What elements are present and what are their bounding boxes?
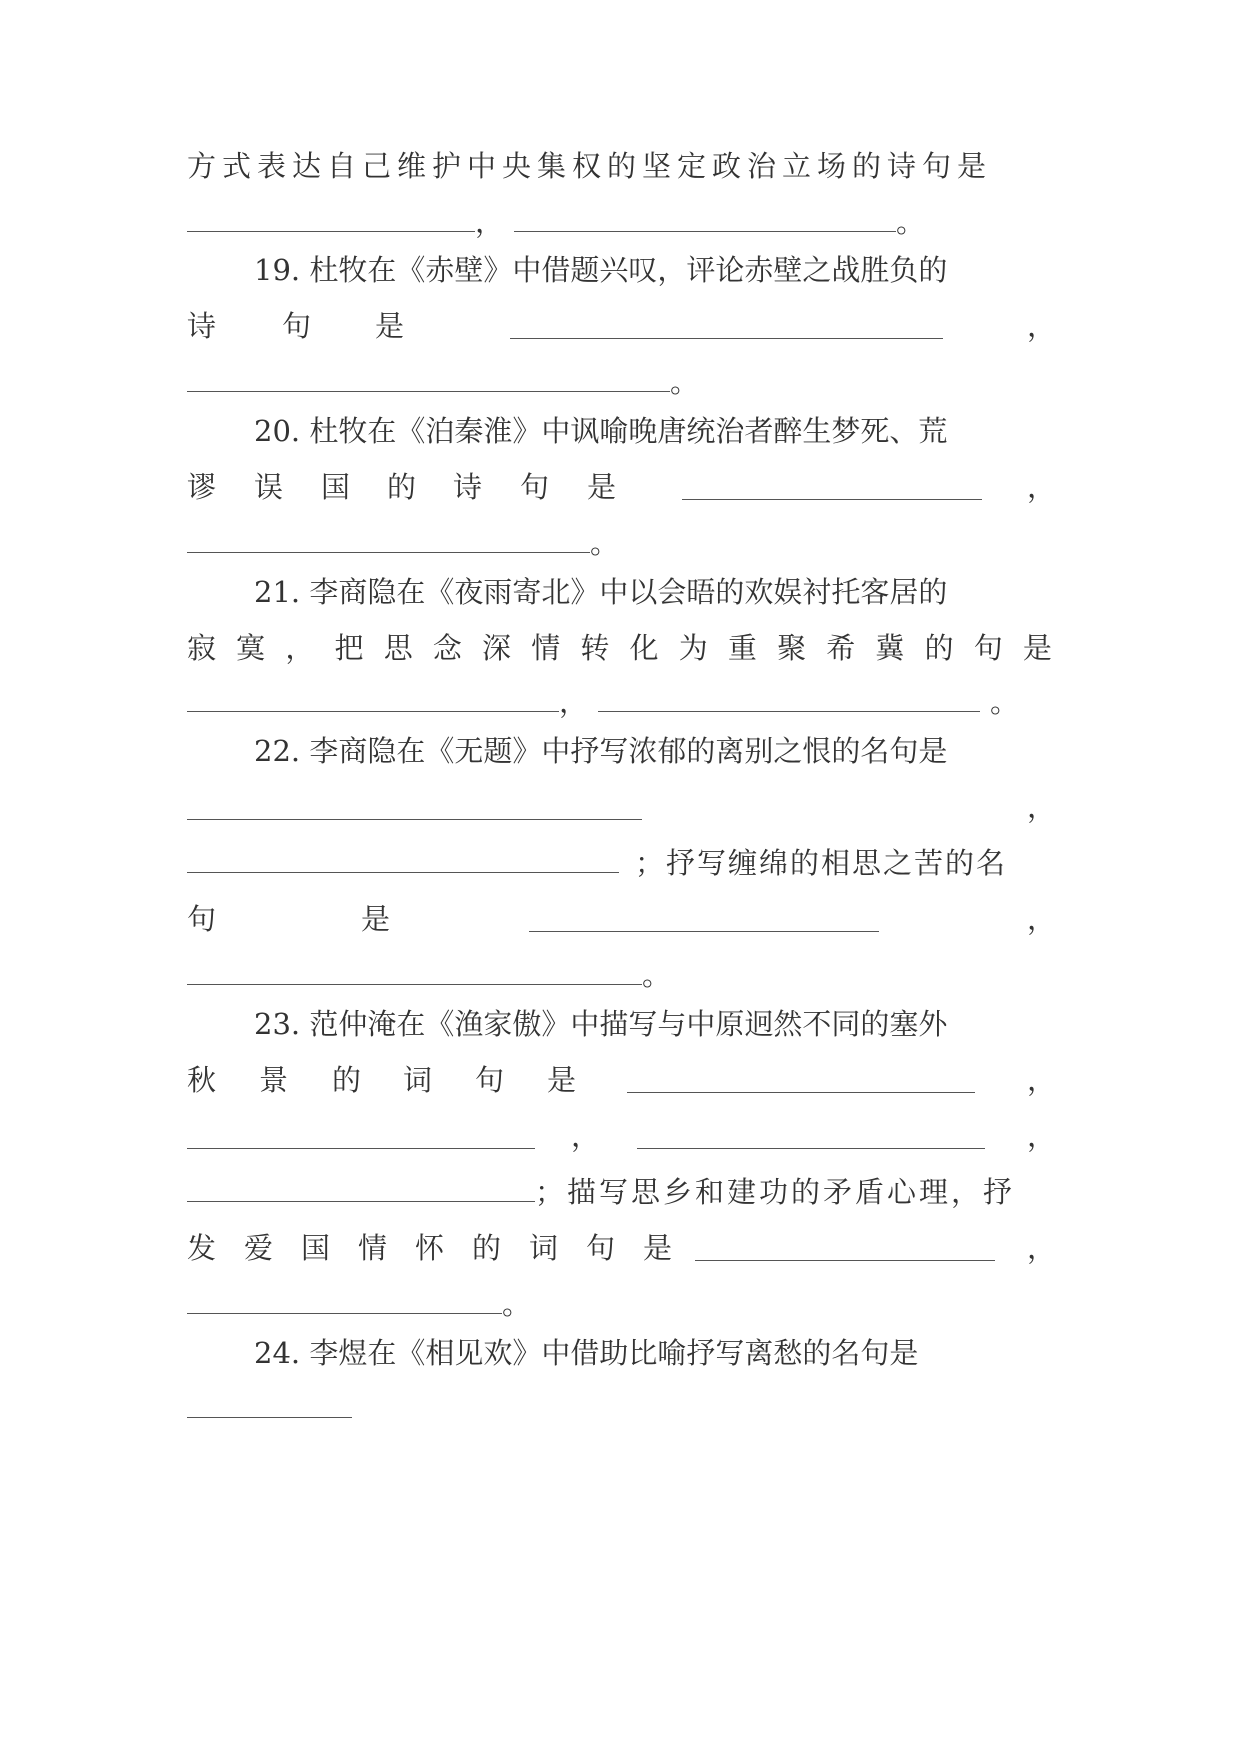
answer-blank[interactable] <box>187 872 619 873</box>
period: 。 <box>642 958 672 992</box>
question-24-line-1 <box>187 1324 1052 1382</box>
answer-blank[interactable] <box>187 1417 352 1418</box>
answer-blank[interactable] <box>187 391 670 392</box>
question-18-tail-text: 方式表达自己维护中央集权的坚定政治立场的诗句是 <box>187 149 993 183</box>
answer-blank[interactable] <box>187 984 642 985</box>
char: 冀 <box>875 631 905 665</box>
question-21-line-2 <box>187 619 1052 677</box>
answer-blank[interactable] <box>598 711 980 712</box>
period: 。 <box>670 365 700 399</box>
char: 化 <box>629 631 659 665</box>
question-22-line-4 <box>187 890 1057 948</box>
char: 词 <box>403 1063 433 1097</box>
question-20-line-2 <box>187 458 1057 516</box>
char: 的 <box>387 470 417 504</box>
char: 把 <box>334 631 364 665</box>
char: 希 <box>826 631 856 665</box>
question-23-line-4 <box>187 1163 1052 1221</box>
char: 谬 <box>187 470 217 504</box>
answer-blank[interactable] <box>187 552 590 553</box>
answer-blank[interactable] <box>187 1313 502 1314</box>
char: 寂 <box>187 631 217 665</box>
char: 句 <box>520 470 550 504</box>
question-23-line-5 <box>187 1219 1057 1277</box>
char: 念 <box>432 631 462 665</box>
answer-blank[interactable] <box>514 231 896 232</box>
char: 深 <box>482 631 512 665</box>
comma: ， <box>1027 1231 1057 1265</box>
line-1 <box>187 137 1052 195</box>
question-22-line-3 <box>187 834 1052 892</box>
question-21-line-1 <box>187 563 1052 621</box>
question-23-line-3 <box>187 1107 1057 1165</box>
question-22-line-1 <box>187 722 1052 780</box>
question-23-text: 23. 范仲淹在《渔家傲》中描写与中原迥然不同的塞外 <box>254 1007 948 1041</box>
char: 句 <box>282 309 312 343</box>
question-24-text: 24. 李煜在《相见欢》中借助比喻抒写离愁的名句是 <box>254 1336 919 1370</box>
char: 句 <box>973 631 1003 665</box>
comma: ， <box>475 205 505 239</box>
char: 句 <box>586 1231 616 1265</box>
char: 秋 <box>187 1063 217 1097</box>
char: 是 <box>375 309 405 343</box>
answer-blank[interactable] <box>187 231 475 232</box>
period: 。 <box>896 205 926 239</box>
char: 怀 <box>415 1231 445 1265</box>
char: 思 <box>383 631 413 665</box>
question-19-text: 19. 杜牧在《赤壁》中借题兴叹，评论赤壁之战胜负的 <box>254 253 948 287</box>
char: 国 <box>321 470 351 504</box>
char: 聚 <box>777 631 807 665</box>
question-20-line-1 <box>187 402 1052 460</box>
answer-blank[interactable] <box>682 499 982 500</box>
char: 误 <box>254 470 284 504</box>
char: 景 <box>259 1063 289 1097</box>
char: 是 <box>361 902 391 936</box>
comma: ， <box>571 1119 601 1153</box>
char: 寞 <box>236 631 266 665</box>
answer-blank[interactable] <box>529 931 879 932</box>
answer-blank[interactable] <box>187 711 559 712</box>
char: 是 <box>587 470 617 504</box>
answer-blank[interactable] <box>187 1148 535 1149</box>
answer-blank[interactable] <box>187 819 642 820</box>
char: 句 <box>187 902 217 936</box>
question-23-text-cont: ；描写思乡和建功的矛盾心理，抒 <box>535 1175 1016 1209</box>
char: 重 <box>727 631 757 665</box>
question-22-text-cont: ；抒写缠绵的相思之苦的名 <box>635 846 1008 880</box>
char: 诗 <box>187 309 217 343</box>
comma: ， <box>1027 1063 1057 1097</box>
question-19-line-1 <box>187 241 1052 299</box>
char: 的 <box>472 1231 502 1265</box>
char: 是 <box>1022 631 1052 665</box>
answer-blank[interactable] <box>187 1201 535 1202</box>
char: 是 <box>643 1231 673 1265</box>
question-23-line-1 <box>187 995 1052 1053</box>
comma: ， <box>559 685 589 719</box>
char: 情 <box>531 631 561 665</box>
char: 的 <box>924 631 954 665</box>
char: 诗 <box>453 470 483 504</box>
period: 。 <box>990 685 1020 719</box>
char: 的 <box>332 1063 362 1097</box>
question-21-text: 21. 李商隐在《夜雨寄北》中以会晤的欢娱衬托客居的 <box>254 575 948 609</box>
answer-blank[interactable] <box>627 1092 975 1093</box>
question-19-line-2 <box>187 297 1057 355</box>
question-22-line-2 <box>187 778 1057 836</box>
char: 是 <box>547 1063 577 1097</box>
char: 词 <box>529 1231 559 1265</box>
answer-blank[interactable] <box>695 1260 995 1261</box>
char: 转 <box>580 631 610 665</box>
char: 情 <box>358 1231 388 1265</box>
comma: ， <box>1027 1119 1057 1153</box>
question-24-line-2 <box>187 1379 1052 1437</box>
char: ， <box>285 631 315 665</box>
question-20-text: 20. 杜牧在《泊秦淮》中讽喻晚唐统治者醉生梦死、荒 <box>254 414 948 448</box>
comma: ， <box>1027 470 1057 504</box>
period: 。 <box>590 526 620 560</box>
question-22-text: 22. 李商隐在《无题》中抒写浓郁的离别之恨的名句是 <box>254 734 948 768</box>
answer-blank[interactable] <box>637 1148 985 1149</box>
char: 国 <box>301 1231 331 1265</box>
comma: ， <box>1027 309 1057 343</box>
char: 句 <box>475 1063 505 1097</box>
comma: ， <box>1027 790 1057 824</box>
period: 。 <box>502 1287 532 1321</box>
comma: ， <box>1027 902 1057 936</box>
question-23-line-2 <box>187 1051 1057 1109</box>
char: 为 <box>678 631 708 665</box>
char: 发 <box>187 1231 217 1265</box>
char: 爱 <box>244 1231 274 1265</box>
answer-blank[interactable] <box>510 338 943 339</box>
